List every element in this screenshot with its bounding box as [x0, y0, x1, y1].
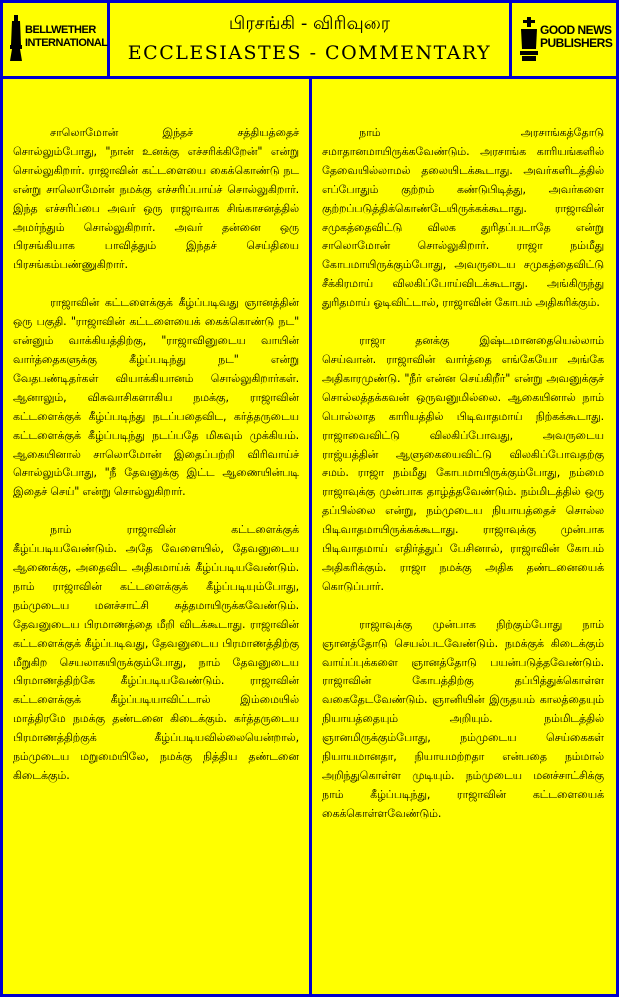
bellwether-logo-text: BELLWETHER INTERNATIONAL — [25, 24, 108, 49]
paragraph: நாம் ராஜாவின் கட்டளைக்குக் கீழ்ப்படியவேண்டும். அதே வேளையில், தேவனுடைய ஆணைக்கு, அதைவிட அதிகமாய்க் கீழ்ப்படியவேண்டும். நாம் ராஜாவின் கட்டளைக்குக் கீழ்ப்படியும்போது, நம்முடைய மனச்சாட்சி சுத்தமாயிருக்கவேண்டும். தேவனுடைய பிரமாணத்தை மீறி விடக்கூடாது. ராஜாவின் கட்டளைக்குக் கீழ்ப்படிவது, தேவனுடைய பிரமாணத்திற்கு மீறுகிற செயலாகயிருக்கும்போது, நாம் தேவனுடைய பிரமாணத்திற்கே கீழ்ப்படியவேண்டும். ராஜாவின் கட்டளைக்குக் கீழ்ப்படியாவிட்டால் இம்மையில் மாத்திரமே நமக்கு தண்டனை கிடைக்கும். கர்த்தருடைய பிரமாணத்திற்குக் கீழ்ப்படியவில்லையென்றால், நம்முடைய மறுமையிலே, நமக்கு நித்திய தண்டனை கிடைக்கும். — [13, 523, 299, 782]
paragraph: ராஜா தனக்கு இஷ்டமானதையெல்லாம் செய்வான். ராஜாவின் வார்த்தை எங்கேயோ அங்கே அதிகாரமுண்டு. "நீர் என்ன செய்கிறீர்" என்று அவனுக்குச் சொல்லத்தக்கவன் ஒருவனுமில்லை. ஆகையினால் நாம் பொல்லாத காரியத்தில் பிடிவாதமாய் நிற்கக்கூடாது. ராஜாவைவிட்டு விலகிப்போவது, அவருடைய ராஜ்யத்தின் ஆளுகையைவிட்டு விலகிப்போவதற்கு சமம். ராஜா நம்மீது கோபமாயிருக்கும்போது, நம்மை ராஜாவுக்கு முன்பாக தாழ்த்தவேண்டும். நம்மிடத்தில் ஒரு தப்பில்லை என்று, நம்முடைய நியாயத்தைச் சொல்ல பிடிவாதமாயிருக்கக்கூடாது. ராஜாவுக்கு முன்பாக பிடிவாதமாய் எதிர்த்துப் பேசினால், ராஜாவின் கோபம் அதிகரிக்கும். ராஜா நமக்கு அதிக தண்டனையைக் கொடுப்பார். — [322, 334, 604, 593]
title-tamil: பிரசங்கி - விரிவுரை — [228, 13, 391, 34]
bellwether-logo — [3, 3, 107, 76]
page-header — [110, 3, 509, 76]
left-column — [3, 79, 309, 994]
left-column-text — [13, 124, 299, 805]
paragraph: சாலொமோன் இந்தச் சத்தியத்தைச் சொல்லும்போது, "நான் உனக்கு எச்சரிக்கிறேன்" என்று சொல்லுகிறார். ராஜாவின் கட்டளையை கைக்கொண்டு நட என்று சாலொமோன் நமக்கு எச்சரிப்பாய்ச் சொல்லுகிறார். இந்த எச்சரிப்பை அவர் ஒரு ராஜாவாக சிங்காசனத்தில் அமர்ந்தும் சொல்லுகிறார். அவர் தன்னை ஒரு பிரசங்கியாக பாவித்தும் இந்தச் செய்தியை பிரசங்கம்பண்ணுகிறார். — [13, 126, 299, 272]
good-news-logo-text: GOOD NEWS PUBLISHERS — [540, 23, 613, 50]
right-column — [312, 79, 616, 994]
lamp-icon — [9, 15, 23, 61]
book-icon — [520, 17, 538, 61]
title-english: ECCLESIASTES - COMMENTARY — [127, 42, 492, 64]
paragraph: ராஜாவுக்கு முன்பாக நிற்கும்போது நாம் ஞானத்தோடு செயல்படவேண்டும். நமக்குக் கிடைக்கும் வாய்ப்புக்களை ஞானத்தோடு பயன்படுத்தவேண்டும். ராஜாவின் கோபத்திற்கு தப்பித்துக்கொள்ள வகைதேடவேண்டும். ஞானியின் இருதயம் காலத்தையும் நியாயத்தையும் அறியும். நம்மிடத்தில் ஞானமிருக்கும்போது, நம்முடைய செய்கைகள் நியாயமானதா, நியாயமற்றதா என்பதை நம்மால் அறிந்துகொள்ள முடியும். நம்முடைய மனச்சாட்சிக்கு நாம் கீழ்ப்படிந்து, ராஜாவின் கட்டளையைக் கைக்கொள்ளவேண்டும். — [322, 617, 604, 820]
paragraph: ராஜாவின் கட்டளைக்குக் கீழ்ப்படிவது ஞானத்தின் ஒரு பகுதி. "ராஜாவின் கட்டளையைக் கைக்கொண்டு நட" என்னும் வாக்கியத்திற்கு, "ராஜாவினுடைய வாயின் வார்த்தைகளுக்கு கீழ்ப்படிந்து நட" என்று வேதபண்டிதர்கள் வியாக்கியானம் சொல்லுகிறார்கள். ஆனாலும், விசுவாசிகளாகிய நமக்கு, ராஜாவின் கட்டளைக்குக் கீழ்ப்படிந்து நடப்பதைவிட, கர்த்தருடைய கட்டளைக்குக் கீழ்ப்படிந்து நடப்பதே மிகவும் முக்கியம். ஆகையினால் சாலொமோன் இதைப்பற்றி விரிவாய்ச் சொல்லும்போது, "நீ தேவனுக்கு இட்ட ஆணையின்படி இதைச் செய்" என்று சொல்லுகிறார். — [13, 296, 299, 499]
right-column-text — [322, 124, 604, 843]
paragraph: நாம் அரசாங்கத்தோடு சமாதானமாயிருக்கவேண்டும். அரசாங்க காரியங்களில் தேவையில்லாமல் தலையிடக்கூடாது. அவர்களிடத்தில் எப்போதும் குற்றம் கண்டுபிடித்து, அவர்களை குற்றப்படுத்திக்கொண்டேயிருக்கக்கூடாது. ராஜாவின் சமுகத்தைவிட்டு விலக துரிதப்படாதே என்று சாலொமோன் சொல்லுகிறார். ராஜா நம்மீது கோபமாயிருக்கும்போது, அவருடைய சமுகத்தைவிட்டு சீக்கிரமாய் விலகிப்போய்விடக்கூடாது. அங்கிருந்து துரிதமாய் ஓடிவிட்டால், ராஜாவின் கோபம் அதிகரிக்கும். — [322, 126, 604, 310]
good-news-logo — [512, 3, 616, 76]
